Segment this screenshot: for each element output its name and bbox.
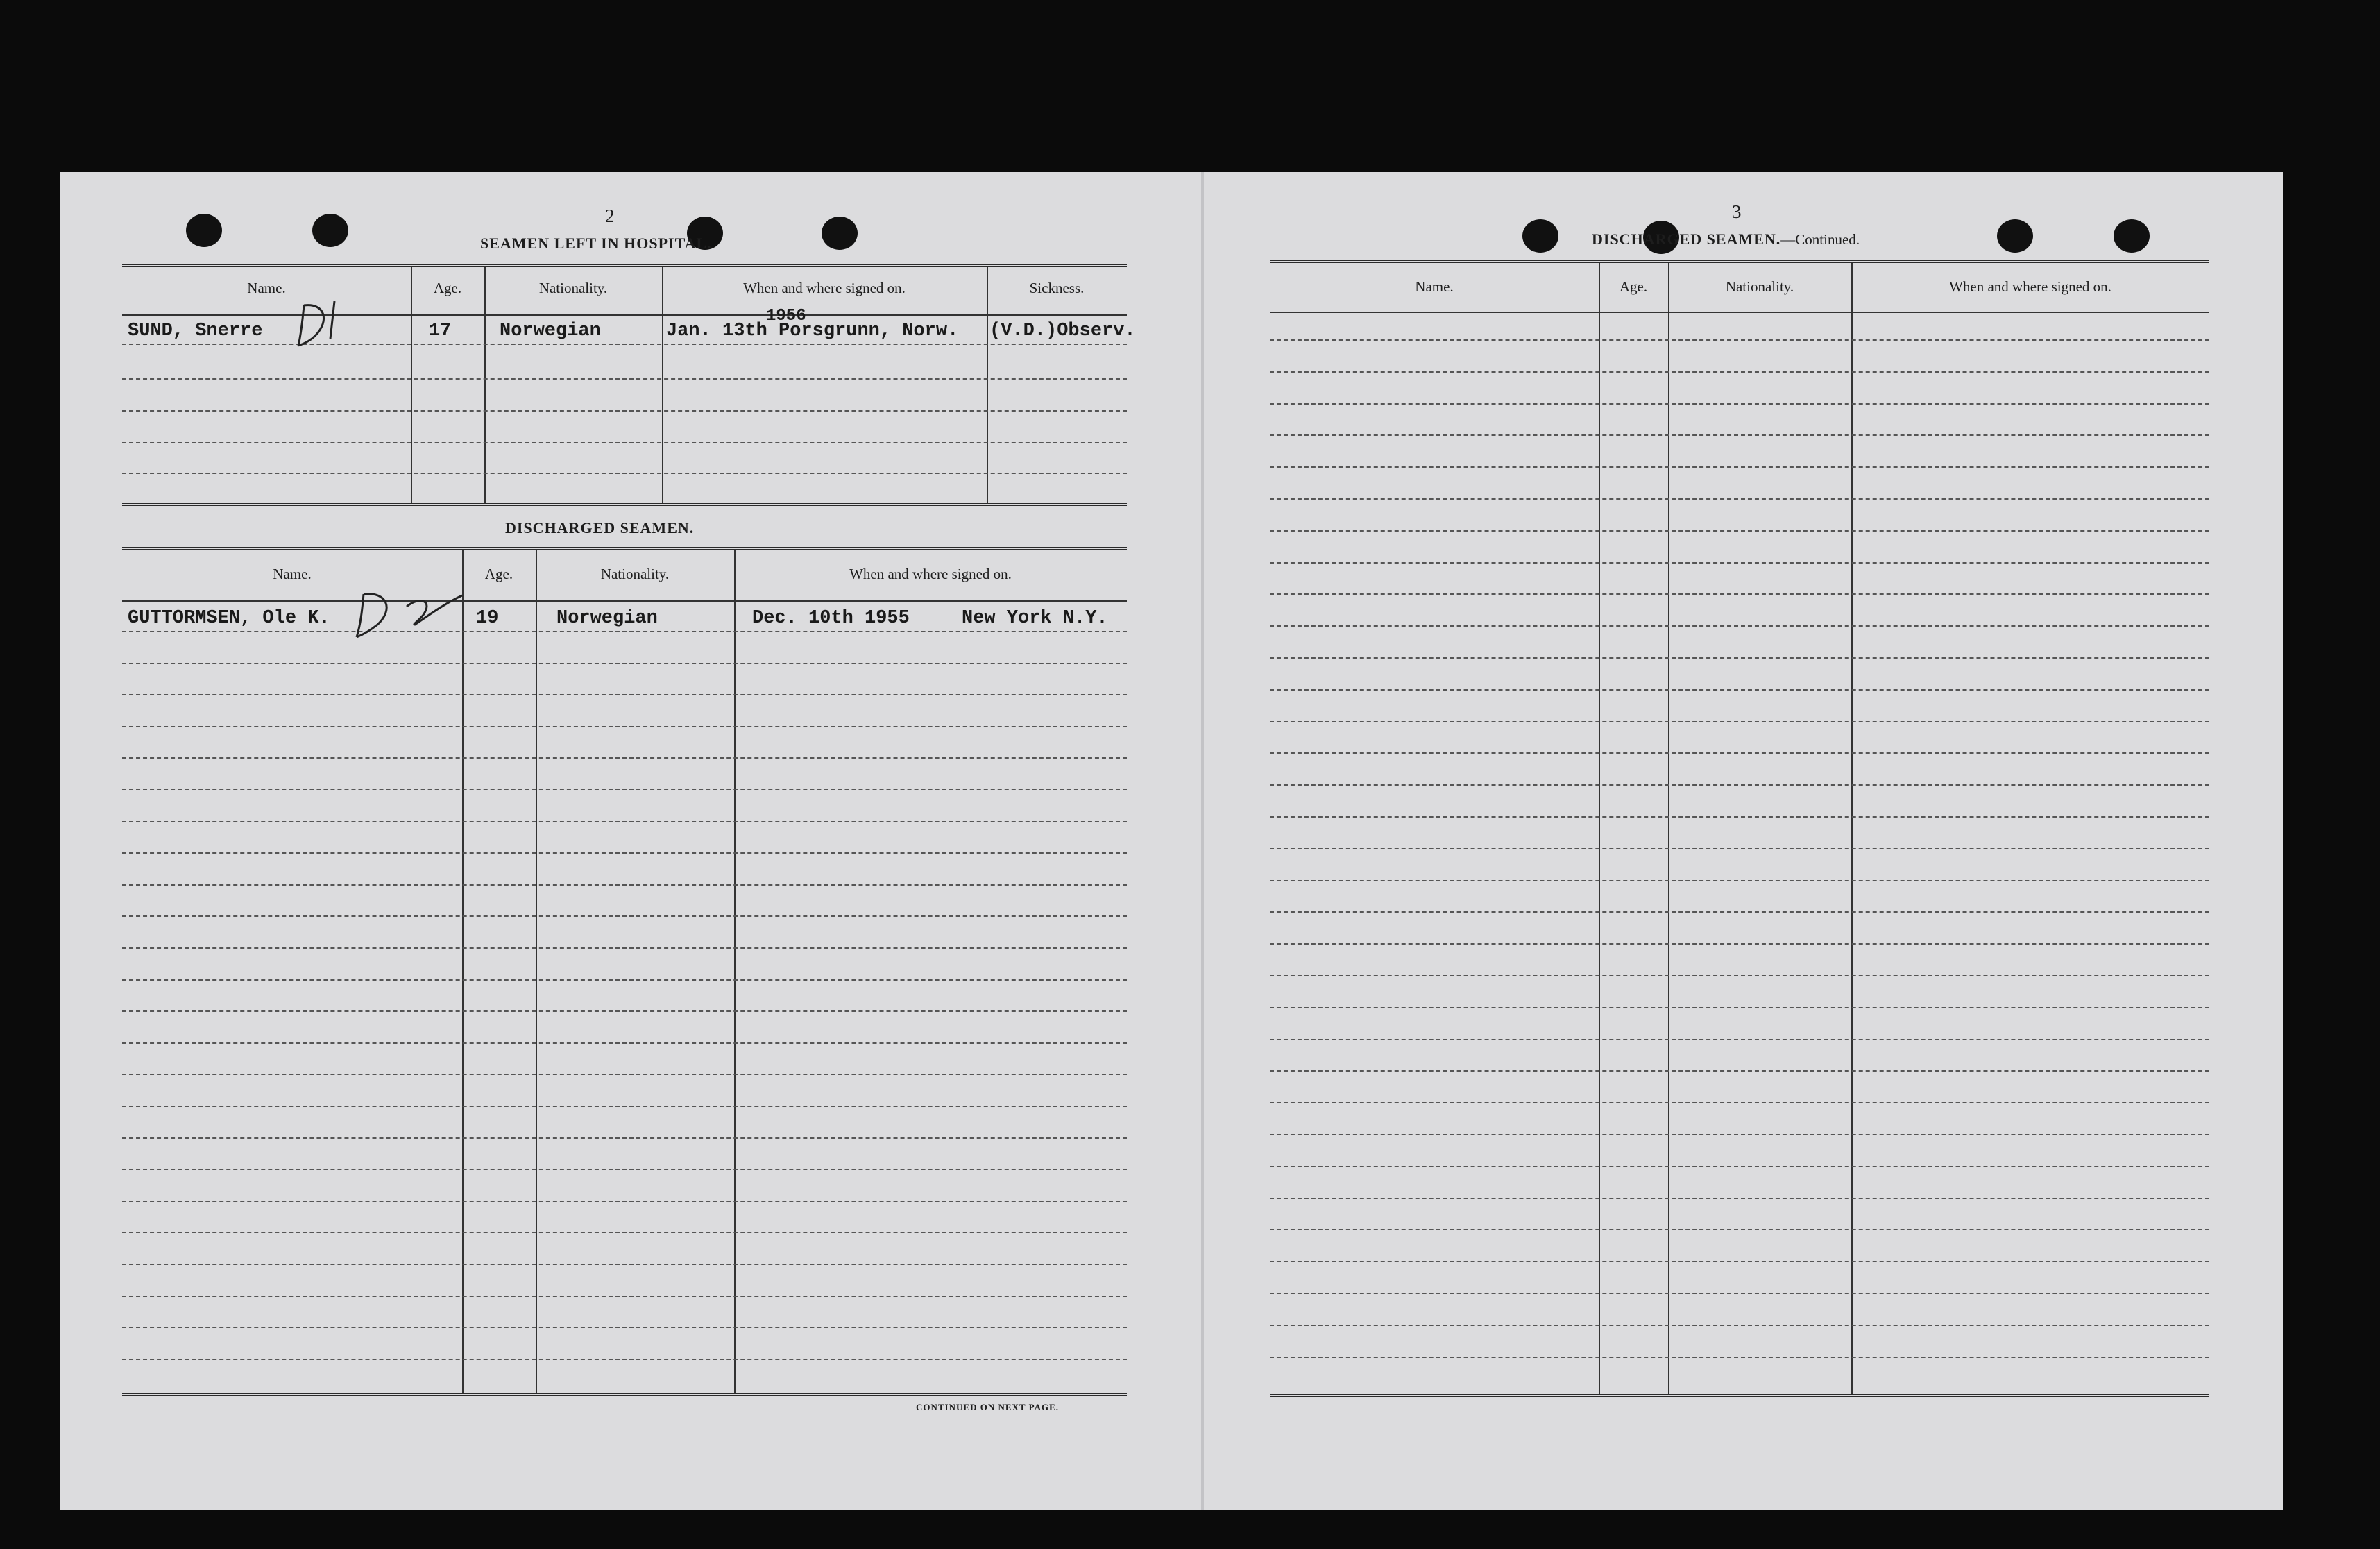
header-age: Age. — [484, 566, 513, 582]
right-section-title-suffix: —Continued. — [1780, 231, 1860, 248]
ruled-line — [122, 1106, 1127, 1107]
ruled-line — [1270, 752, 2209, 754]
discharged-continued-table — [1270, 260, 2209, 1397]
header-nationality: Nationality. — [1725, 278, 1794, 295]
ruled-line — [122, 1201, 1127, 1202]
ruled-line — [1270, 1007, 2209, 1008]
punch-hole — [186, 214, 222, 247]
header-signed-on: When and where signed on. — [1949, 278, 2111, 295]
punch-hole — [312, 214, 348, 247]
ruled-line — [122, 852, 1127, 854]
ruled-line — [122, 1137, 1127, 1139]
discharged-table — [122, 547, 1127, 1396]
handwritten-mark-d2 — [351, 586, 465, 640]
ruled-line — [122, 726, 1127, 727]
hospital-row-nationality: Norwegian — [500, 321, 601, 341]
ruled-line — [1270, 1261, 2209, 1262]
ruled-line — [1270, 911, 2209, 913]
discharged-row-name: GUTTORMSEN, Ole K. — [128, 608, 330, 629]
ruled-line — [122, 663, 1127, 664]
ruled-line — [1270, 657, 2209, 659]
ruled-line — [1270, 403, 2209, 405]
ruled-line — [1270, 1102, 2209, 1103]
discharged-row-date: Dec. 10th 1955 — [752, 608, 910, 629]
header-age: Age. — [433, 280, 462, 296]
ruled-line — [122, 1327, 1127, 1328]
ruled-line — [122, 947, 1127, 949]
ruled-line — [1270, 1070, 2209, 1072]
ruled-line — [1270, 975, 2209, 976]
ruled-line — [122, 694, 1127, 695]
ruled-line — [1270, 434, 2209, 436]
ruled-line — [122, 757, 1127, 759]
header-age: Age. — [1619, 278, 1648, 295]
ruled-line — [122, 789, 1127, 790]
ruled-line — [1270, 371, 2209, 373]
hospital-row-year: 1956 — [766, 307, 806, 325]
ruled-line — [122, 979, 1127, 981]
hospital-row-sickness: (V.D.)Observ. — [989, 321, 1136, 341]
ruled-line — [122, 1010, 1127, 1012]
right-section-title — [1592, 230, 1860, 248]
discharged-row-age: 19 — [476, 608, 499, 629]
ruled-line — [1270, 625, 2209, 627]
ruled-line — [1270, 1166, 2209, 1167]
hospital-table — [122, 264, 1127, 506]
ruled-line — [122, 1264, 1127, 1265]
ruled-line — [1270, 1229, 2209, 1230]
header-signed-on: When and where signed on. — [849, 566, 1012, 582]
discharged-section-title: DISCHARGED SEAMEN. — [505, 519, 695, 536]
ruled-line — [122, 1042, 1127, 1044]
header-nationality: Nationality. — [600, 566, 670, 582]
punch-hole — [2114, 219, 2150, 253]
hospital-row-name: SUND, Snerre — [128, 321, 263, 341]
discharged-row-place: New York N.Y. — [962, 608, 1108, 629]
ruled-line — [1270, 1134, 2209, 1135]
ruled-line — [1270, 593, 2209, 595]
page-fold — [1201, 172, 1204, 1510]
ruled-line — [1270, 784, 2209, 786]
ruled-line — [1270, 498, 2209, 500]
page-number-left: 2 — [605, 205, 615, 226]
ruled-line — [122, 1296, 1127, 1297]
discharged-row-nationality: Norwegian — [556, 608, 658, 629]
ruled-line — [1270, 466, 2209, 468]
continued-note: CONTINUED ON NEXT PAGE. — [916, 1402, 1059, 1412]
ruled-line — [1270, 816, 2209, 818]
punch-hole — [822, 217, 858, 250]
ruled-line — [1270, 1357, 2209, 1358]
ruled-line — [122, 631, 1127, 632]
punch-hole — [1997, 219, 2033, 253]
right-section-title-text: DISCHARGED SEAMEN. — [1592, 230, 1781, 248]
ruled-line — [1270, 530, 2209, 532]
ruled-line — [122, 1169, 1127, 1170]
ruled-line — [1270, 1039, 2209, 1040]
header-sickness: Sickness. — [1029, 280, 1085, 296]
ruled-line — [1270, 562, 2209, 564]
ruled-line — [1270, 848, 2209, 849]
ruled-line — [1270, 1325, 2209, 1326]
header-name: Name. — [1415, 278, 1454, 295]
ruled-line — [1270, 1198, 2209, 1199]
header-nationality: Nationality. — [538, 280, 608, 296]
hospital-row-age: 17 — [429, 321, 452, 341]
ruled-line — [1270, 880, 2209, 881]
ruled-line — [1270, 339, 2209, 341]
page-number-right: 3 — [1732, 201, 1742, 222]
ruled-line — [122, 1232, 1127, 1233]
hospital-section-title: SEAMEN LEFT IN HOSPITAL. — [480, 235, 712, 252]
ruled-line — [122, 884, 1127, 886]
header-name: Name. — [247, 280, 286, 296]
ruled-line — [122, 915, 1127, 917]
hospital-row-signed-on: Jan. 13th Porsgrunn, Norw. — [666, 321, 959, 341]
header-name: Name. — [273, 566, 312, 582]
header-signed-on: When and where signed on. — [743, 280, 906, 296]
ruled-line — [122, 1074, 1127, 1075]
ruled-line — [122, 821, 1127, 822]
punch-hole — [1522, 219, 1558, 253]
ruled-line — [1270, 943, 2209, 945]
ruled-line — [122, 1359, 1127, 1360]
ruled-line — [1270, 1293, 2209, 1294]
handwritten-mark-d1 — [291, 296, 347, 351]
ruled-line — [1270, 721, 2209, 722]
ruled-line — [1270, 689, 2209, 691]
